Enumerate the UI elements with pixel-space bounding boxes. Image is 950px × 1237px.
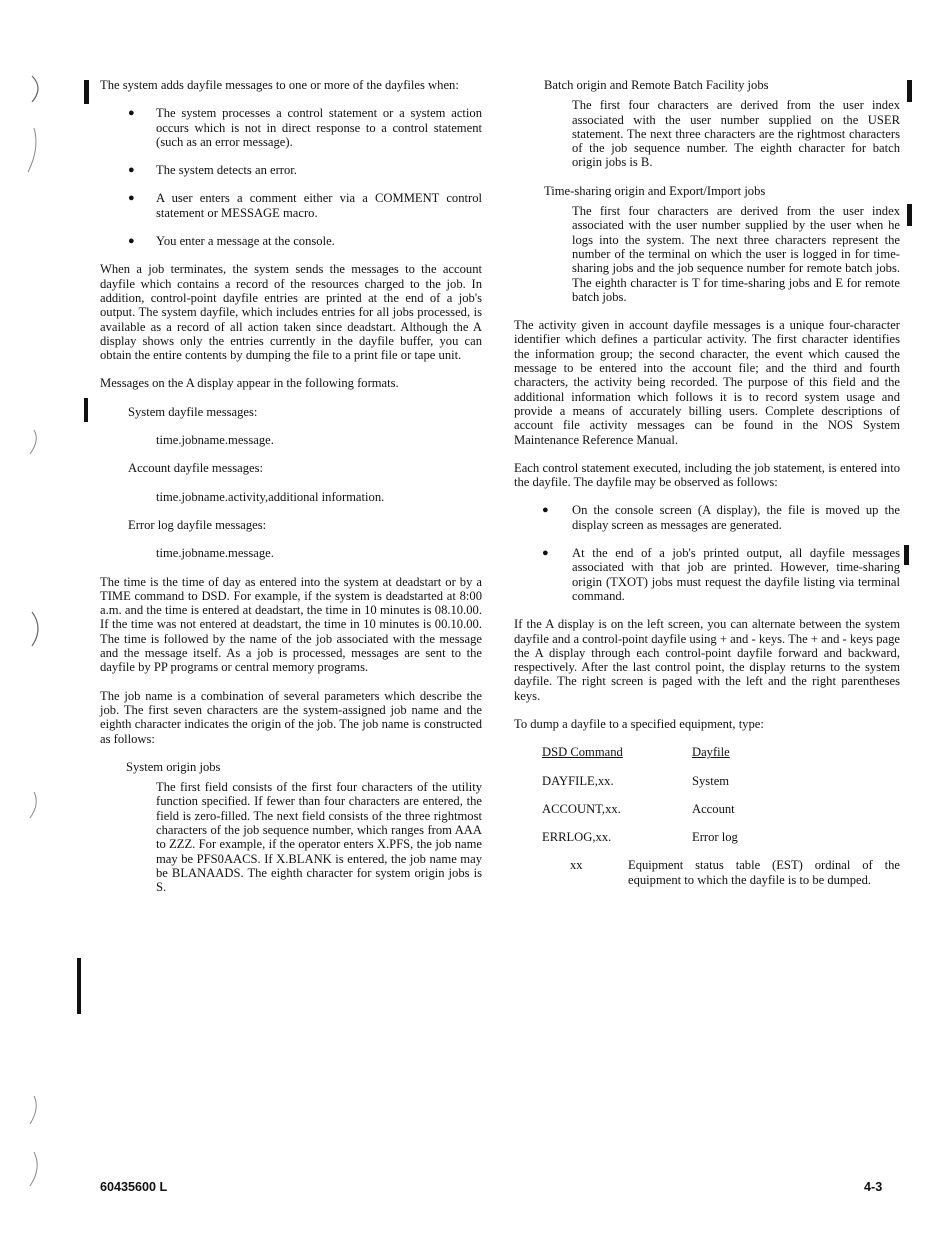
bullet-icon: ● bbox=[542, 504, 549, 517]
format-value-account: time.jobname.activity,additional information. bbox=[156, 489, 385, 504]
a-display-paragraph: If the A display is on the left screen, you can alternate between the system dayfile and a control-point dayfile using + and - keys. The + and - keys page the A display through each control-point dayfile forward and backward, respectively. After the last control point, the display returns to the system dayfile. The right screen is paged with the left and the right parentheses keys. bbox=[514, 617, 900, 703]
table-cell: System bbox=[692, 773, 730, 788]
system-origin-heading: System origin jobs bbox=[126, 759, 221, 774]
list-item: ● The system processes a control statement or a system action occurs which is not in direct response to a control statement (such as an error message). bbox=[128, 106, 482, 149]
table-cell: Account bbox=[692, 801, 735, 816]
left-column bbox=[100, 78, 482, 908]
table-cell: ACCOUNT,xx. bbox=[542, 801, 621, 816]
control-statement-paragraph: Each control statement executed, including the job statement, is entered into the dayfile. The dayfile may be observed as follows: bbox=[514, 460, 900, 490]
table-row bbox=[542, 774, 738, 802]
job-terminate-paragraph: When a job terminates, the system sends the messages to the account dayfile which contains a record of the resources charged to the job. In addition, control-point dayfile entries are printed at the end of a job's output. The system dayfile, which includes entries for all jobs processed, is available as a record of all action taken since deadstart. Although the A display shows only the entries currently in the dayfile buffer, you can obtain the entire contents by dumping the file to a print file or tape unit. bbox=[100, 262, 482, 363]
parameter-term: xx bbox=[570, 858, 583, 873]
table-row bbox=[542, 802, 738, 830]
bullet-icon: ● bbox=[128, 107, 135, 120]
change-bar bbox=[84, 80, 89, 104]
list-item: ● The system detects an error. bbox=[128, 163, 297, 178]
format-value-errorlog: time.jobname.message. bbox=[156, 546, 274, 561]
jobname-paragraph: The job name is a combination of several parameters which describe the job. The first seven characters are the system-assigned job name and the eighth character indicates the origin of the job. The job name is constructed as follows: bbox=[100, 688, 482, 746]
timesharing-origin-body: The first four characters are derived from the user index associated with the user number supplied by the user when he logs into the system. The next three characters represent the number of the terminal on which the user is logged in for time-sharing jobs and the job sequence number for remote batch jobs. The eighth character is T for time-sharing jobs and E for remote batch jobs. bbox=[572, 204, 900, 304]
change-bar bbox=[84, 398, 88, 422]
formats-intro-paragraph: Messages on the A display appear in the following formats. bbox=[100, 376, 399, 391]
parameter-description: Equipment status table (EST) ordinal of the equipment to which the dayfile is to be dumped. bbox=[628, 858, 900, 887]
table-cell: ERRLOG,xx. bbox=[542, 830, 612, 845]
dayfile-conditions-list bbox=[100, 106, 482, 248]
batch-origin-heading: Batch origin and Remote Batch Facility jobs bbox=[544, 78, 769, 92]
dayfile-observation-list bbox=[514, 503, 900, 603]
bullet-icon: ● bbox=[128, 235, 135, 248]
right-column bbox=[514, 78, 900, 887]
list-item: ● A user enters a comment either via a COMMENT control statement or MESSAGE macro. bbox=[128, 191, 482, 220]
dsd-command-table bbox=[542, 745, 738, 858]
batch-origin-body: The first four characters are derived from the user index associated with the user number supplied on the USER statement. The next three characters are the rightmost characters of the job sequence number. The eighth character for batch origin jobs is B. bbox=[572, 98, 900, 170]
table-row bbox=[542, 830, 738, 858]
binder-marks bbox=[0, 0, 60, 1237]
timesharing-origin-heading: Time-sharing origin and Export/Import jobs bbox=[544, 183, 766, 198]
time-paragraph: The time is the time of day as entered into the system at deadstart or by a TIME command to DSD. For example, if the system is deadstarted at 8:00 a.m. and the time is entered at deadstart, the time in 10 minutes is 08.10.00. If the time was not entered at deadstart, the time in 10 minutes is 00.10.00. The time is followed by the name of the job associated with the message and the message itself. As a job is processed, messages are sent to the dayfile by PP programs or central memory programs. bbox=[100, 574, 482, 675]
document-number: 60435600 L bbox=[100, 1180, 168, 1194]
change-bar bbox=[77, 958, 81, 1014]
page-number: 4-3 bbox=[864, 1180, 883, 1194]
intro-paragraph: The system adds dayfile messages to one or more of the dayfiles when: bbox=[100, 78, 459, 92]
format-value-system: time.jobname.message. bbox=[156, 433, 274, 448]
list-item: ● At the end of a job's printed output, all dayfile messages associated with that job are printed. However, time-sharing origin (TXOT) jobs must request the dayfile listing via terminal command. bbox=[542, 546, 900, 603]
list-item: ● You enter a message at the console. bbox=[128, 234, 335, 249]
table-header-row bbox=[542, 745, 738, 773]
bullet-icon: ● bbox=[128, 192, 135, 205]
list-item: ● On the console screen (A display), the file is moved up the display screen as messages are generated. bbox=[542, 503, 900, 532]
change-bar bbox=[904, 545, 909, 565]
table-cell: DAYFILE,xx. bbox=[542, 773, 614, 788]
table-cell: Error log bbox=[692, 830, 738, 845]
table-header-dayfile: Dayfile bbox=[692, 745, 730, 760]
activity-paragraph: The activity given in account dayfile messages is a unique four-character identifier which defines a particular activity. The first character identifies the information group; the second character, the event which caused the message to be entered into the account file; and the third and fourth characters, the activity being recorded. The purpose of this field and the additional information which follows it is to record system usage and provide a means of accurately billing users. Complete descriptions of account file activity messages can be found in the NOS System Maintenance Reference Manual. bbox=[514, 318, 900, 447]
system-origin-body: The first field consists of the first four characters of the utility function specified. If fewer than four characters are entered, the field is zero-filled. The next field consists of the three rightmost characters of the job sequence number, which ranges from AAA to ZZZ. For example, if the operator enters X.PFS, the job name may be PFS0AACS. If X.BLANK is entered, the job name may be BLANAADS. The eighth character for system origin jobs is S. bbox=[156, 780, 482, 895]
format-label-account: Account dayfile messages: bbox=[128, 461, 263, 476]
parameter-definition bbox=[570, 858, 900, 887]
table-header-command: DSD Command bbox=[542, 745, 623, 760]
bullet-icon: ● bbox=[542, 547, 549, 560]
change-bar bbox=[907, 80, 912, 102]
format-label-system: System dayfile messages: bbox=[128, 404, 258, 419]
dump-intro-paragraph: To dump a dayfile to a specified equipment, type: bbox=[514, 716, 764, 731]
format-label-errorlog: Error log dayfile messages: bbox=[128, 517, 267, 532]
change-bar bbox=[907, 204, 912, 226]
bullet-icon: ● bbox=[128, 164, 135, 177]
